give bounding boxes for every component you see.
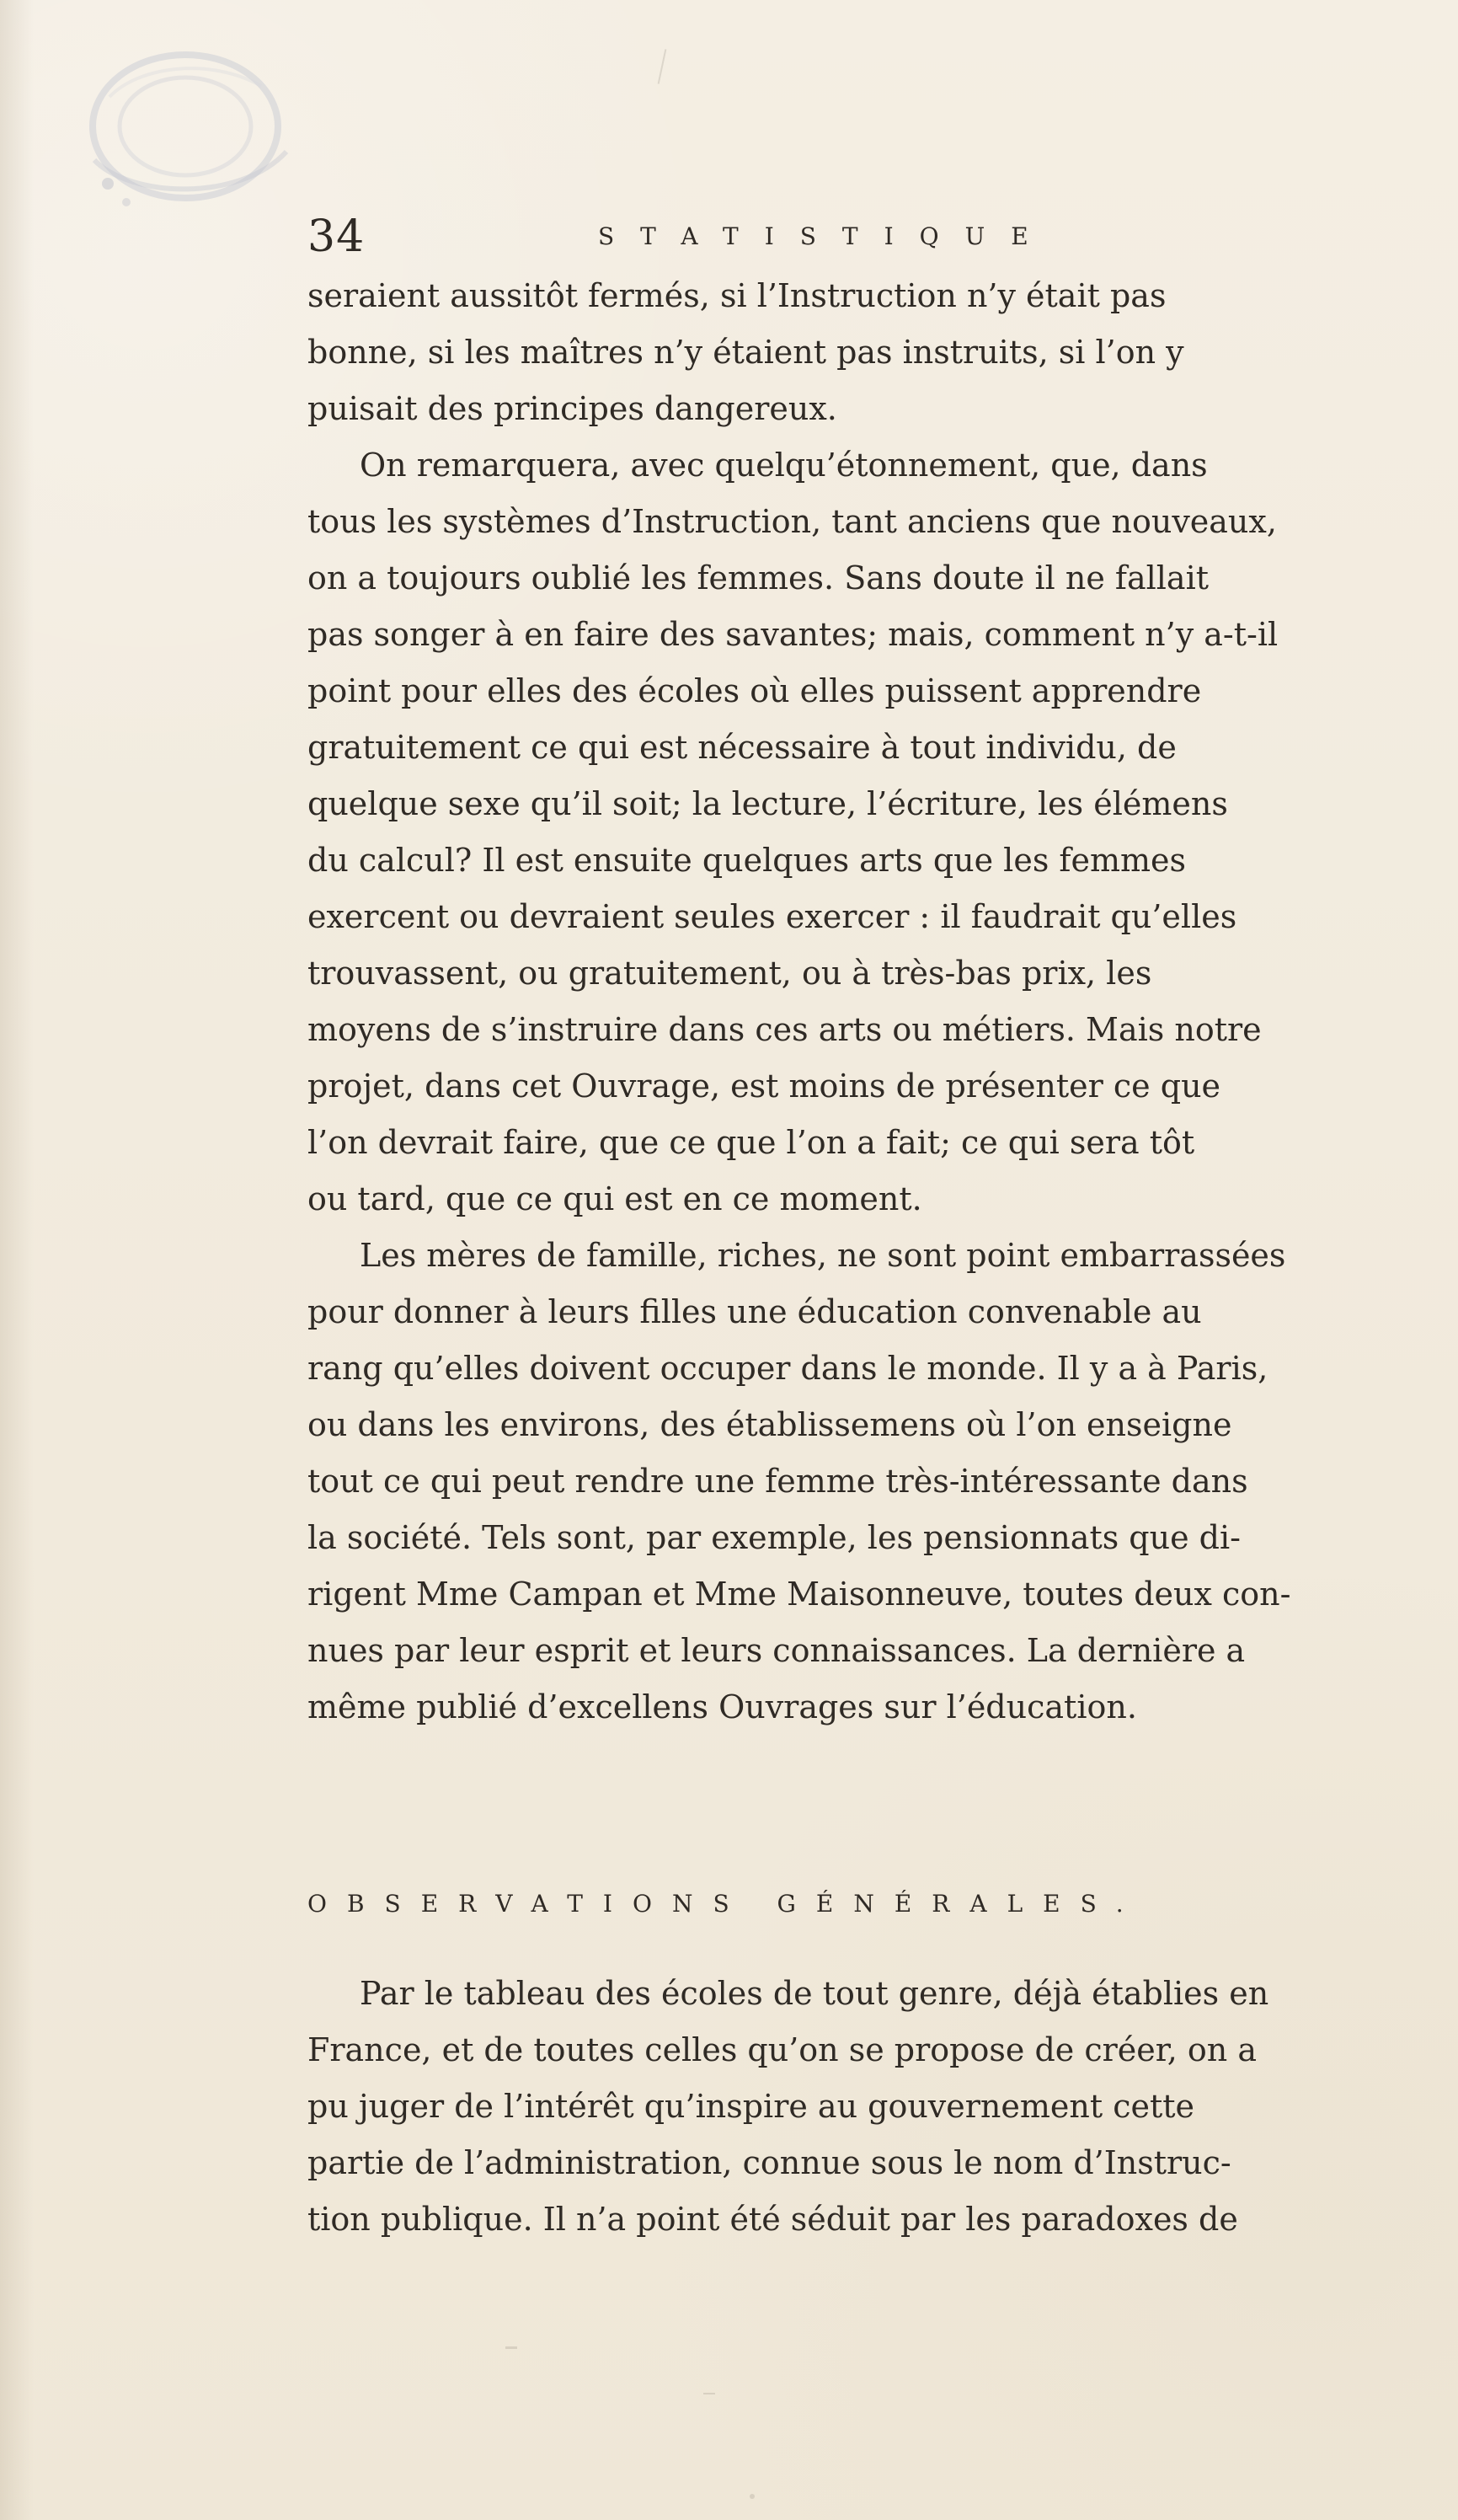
text-line: bonne, si les maîtres n’y étaient pas instruits, si l’on y (307, 334, 1184, 371)
text-line: trouvassent, ou gratuitement, ou à très-bas prix, les (307, 955, 1152, 992)
text-line: partie de l’administration, connue sous le nom d’Instruc- (307, 2144, 1231, 2181)
page-number: 34 (307, 211, 366, 262)
text-line: du calcul? Il est ensuite quelques arts que les femmes (307, 842, 1187, 879)
text-line: exercent ou devraient seules exercer : il faudrait qu’elles (307, 898, 1237, 935)
text-line: tous les systèmes d’Instruction, tant anciens que nouveaux, (307, 503, 1277, 540)
text-line: rang qu’elles doivent occuper dans le monde. Il y a à Paris, (307, 1350, 1268, 1387)
text-line: même publié d’excellens Ouvrages sur l’éducation. (307, 1688, 1137, 1725)
paragraph-3 (307, 1228, 1419, 1736)
text-line: pu juger de l’intérêt qu’inspire au gouvernement cette (307, 2088, 1195, 2125)
text-line: on a toujours oublié les femmes. Sans doute il ne fallait (307, 559, 1209, 597)
section-paragraph (307, 1966, 1419, 2248)
text-line: Les mères de famille, riches, ne sont point embarrassées (360, 1237, 1286, 1274)
text-line: pas songer à en faire des savantes; mais, comment n’y a-t-il (307, 616, 1279, 653)
text-line: quelque sexe qu’il soit; la lecture, l’écriture, les élémens (307, 785, 1228, 822)
text-line: moyens de s’instruire dans ces arts ou métiers. Mais notre (307, 1011, 1262, 1048)
main-text-block (307, 268, 1419, 2238)
paragraph-1 (307, 268, 1419, 437)
text-line: On remarquera, avec quelqu’étonnement, que, dans (360, 447, 1208, 484)
paper-mark (750, 2494, 755, 2499)
text-line: tout ce qui peut rendre une femme très-intéressante dans (307, 1463, 1248, 1500)
text-line: ou tard, que ce qui est en ce moment. (307, 1180, 922, 1217)
text-line: nues par leur esprit et leurs connaissances. La dernière a (307, 1632, 1246, 1669)
page-edge-shadow (0, 0, 34, 2520)
text-line: France, et de toutes celles qu’on se propose de créer, on a (307, 2031, 1257, 2068)
paper-mark (703, 2393, 715, 2394)
text-line: rigent Mme Campan et Mme Maisonneuve, toutes deux con- (307, 1576, 1291, 1613)
paragraph-2 (307, 437, 1419, 1228)
text-line: la société. Tels sont, par exemple, les pensionnats que di- (307, 1519, 1241, 1556)
text-line: seraient aussitôt fermés, si l’Instruction n’y était pas (307, 277, 1167, 314)
text-line: gratuitement ce qui est nécessaire à tout individu, de (307, 729, 1177, 766)
paper-mark (658, 49, 667, 83)
library-stamp-icon (59, 25, 337, 227)
text-line: tion publique. Il n’a point été séduit par les paradoxes de (307, 2201, 1238, 2238)
text-line: Par le tableau des écoles de tout genre, déjà établies en (360, 1975, 1269, 2012)
paper-mark (505, 2346, 517, 2349)
text-line: projet, dans cet Ouvrage, est moins de présenter ce que (307, 1067, 1221, 1105)
section-title: OBSERVATIONS GÉNÉRALES. (307, 1890, 1144, 1918)
page-header (307, 211, 1150, 274)
text-line: l’on devrait faire, que ce que l’on a fait; ce qui sera tôt (307, 1124, 1195, 1161)
text-line: puisait des principes dangereux. (307, 390, 837, 427)
running-head: STATISTIQUE (598, 222, 1055, 250)
text-line: pour donner à leurs filles une éducation convenable au (307, 1293, 1202, 1330)
text-line: point pour elles des écoles où elles puissent apprendre (307, 672, 1202, 709)
text-line: ou dans les environs, des établissemens où l’on enseigne (307, 1406, 1232, 1443)
